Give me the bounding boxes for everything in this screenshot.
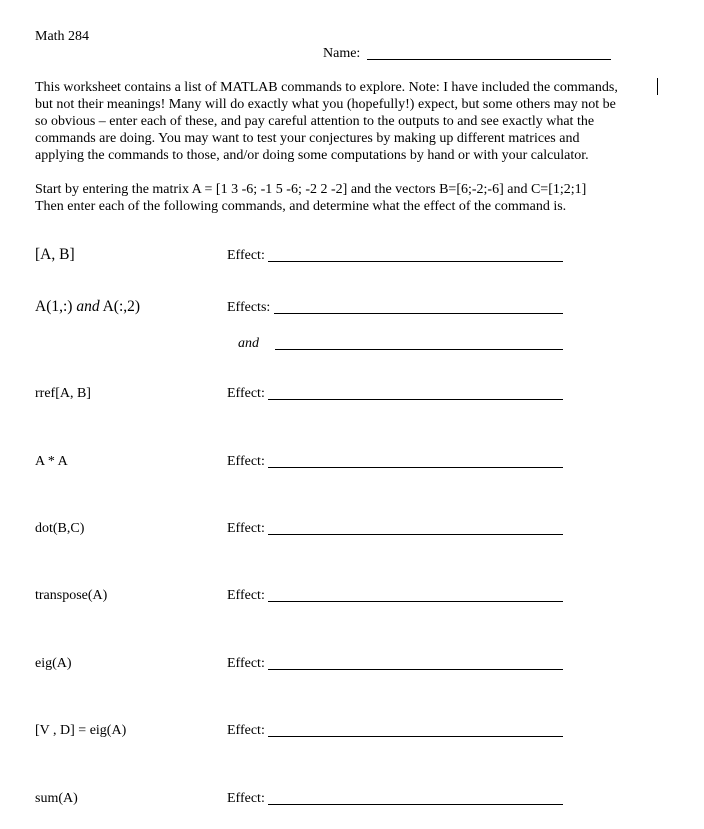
effect-label: Effect: xyxy=(227,588,265,603)
second-effect-label: and xyxy=(238,336,259,351)
effect-label: Effect: xyxy=(227,656,265,671)
effect-answer-line-2[interactable] xyxy=(275,349,563,350)
effect-answer-line[interactable] xyxy=(268,467,563,468)
command-text: A * A xyxy=(35,454,68,469)
effect-label: Effect: xyxy=(227,723,265,738)
name-label: Name: xyxy=(323,46,361,61)
command-text: rref[A, B] xyxy=(35,386,91,401)
start-line: Start by entering the matrix A = [1 3 -6; -1 5 -6; -2 2 -2] and the vectors B=[6;-2;-6] and C=[1;2;1] xyxy=(35,182,587,197)
effect-answer-line[interactable] xyxy=(268,261,563,262)
command-part: A(:,2) xyxy=(102,298,141,315)
effect-answer-line[interactable] xyxy=(268,601,563,602)
course-title: Math 284 xyxy=(35,29,90,44)
command-text: eig(A) xyxy=(35,656,72,671)
command-text: [A, B] xyxy=(35,246,75,263)
name-field[interactable] xyxy=(367,59,611,60)
command-text: transpose(A) xyxy=(35,588,108,603)
effect-answer-line[interactable] xyxy=(268,669,563,670)
effect-label: Effect: xyxy=(227,248,265,263)
command-connector: and xyxy=(76,298,100,315)
intro-line: applying the commands to those, and/or doing some computations by hand or with your calculator. xyxy=(35,148,589,163)
text-cursor xyxy=(657,78,658,95)
effect-label: Effect: xyxy=(227,791,265,806)
start-line: Then enter each of the following commands, and determine what the effect of the command is. xyxy=(35,199,567,214)
intro-line: so obvious – enter each of these, and pay careful attention to the outputs to and see exactly what the xyxy=(35,114,595,129)
effect-answer-line[interactable] xyxy=(268,804,563,805)
effect-answer-line[interactable] xyxy=(274,313,563,314)
effect-label: Effect: xyxy=(227,386,265,401)
command-text: sum(A) xyxy=(35,791,78,806)
effect-label: Effect: xyxy=(227,521,265,536)
command-text xyxy=(35,298,140,315)
command-part: A(1,:) xyxy=(35,298,73,315)
intro-line: but not their meanings! Many will do exactly what you (hopefully!) expect, but some others may not be xyxy=(35,97,616,112)
effect-label: Effects: xyxy=(227,300,271,315)
intro-line: commands are doing. You may want to test your conjectures by making up different matrices and xyxy=(35,131,580,146)
command-text: [V , D] = eig(A) xyxy=(35,723,127,738)
effect-answer-line[interactable] xyxy=(268,736,563,737)
effect-answer-line[interactable] xyxy=(268,399,563,400)
effect-label: Effect: xyxy=(227,454,265,469)
intro-line: This worksheet contains a list of MATLAB commands to explore. Note: I have included the commands, xyxy=(35,80,618,95)
effect-answer-line[interactable] xyxy=(268,534,563,535)
command-text: dot(B,C) xyxy=(35,521,85,536)
